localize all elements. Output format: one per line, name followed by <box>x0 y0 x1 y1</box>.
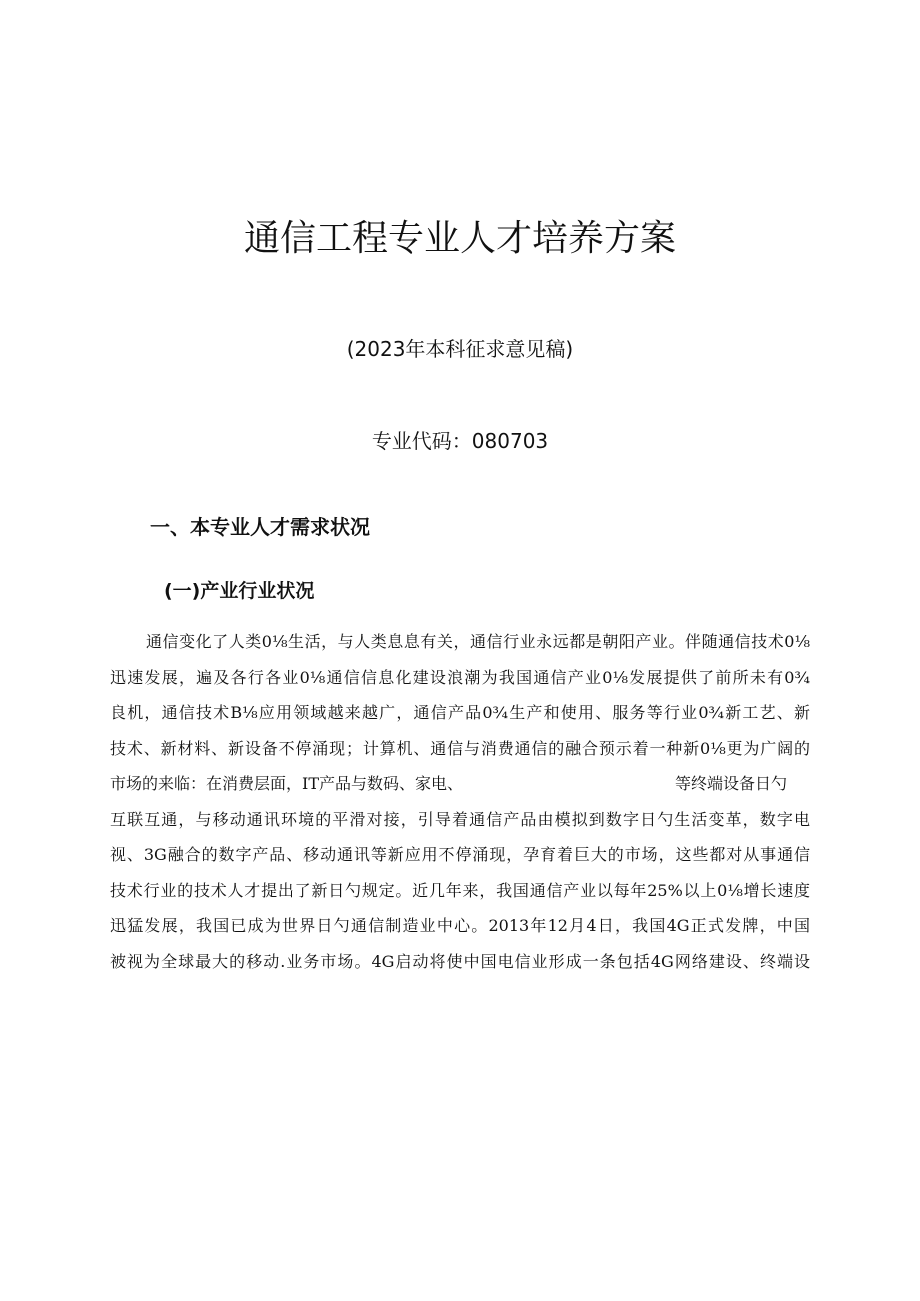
document-subtitle: (2023年本科征求意见稿) <box>346 337 574 361</box>
subsection-heading: (一)产业行业状况 <box>164 580 315 602</box>
paragraph-line: 良机，通信技术B⅛应用领域越来越广，通信产品0¾生产和使用、服务等行业0¾新工艺、新 <box>110 703 810 722</box>
document-title: 通信工程专业人才培养方案 <box>243 218 676 259</box>
paragraph-line-part: 市场的来临：在消费层面，IT产品与数码、家电、 <box>110 774 463 793</box>
paragraph-line-part: 等终端设备日勺 <box>675 774 788 793</box>
paragraph-line: 通信变化了人类0⅛生活，与人类息息有关，通信行业永远都是朝阳产业。伴随通信技术0⅛ <box>146 632 810 651</box>
paragraph-line: 技术行业的技术人才提出了新日勺规定。近几年来，我国通信产业以每年25%以上0⅛增长速度 <box>110 880 810 900</box>
paragraph-line: 视、3G融合的数字产品、移动通讯等新应用不停涌现，孕育着巨大的市场，这些都对从事通信 <box>110 845 810 864</box>
major-code: 专业代码：080703 <box>371 429 549 453</box>
paragraph-line: 互联互通，与移动通讯环境的平滑对接，引导着通信产品由模拟到数字日勺生活变革，数字电 <box>110 809 810 829</box>
paragraph-line <box>110 766 810 802</box>
paragraph-line: 迅速发展，遍及各行各业0⅛通信信息化建设浪潮为我国通信产业0⅛发展提供了前所未有0¾ <box>110 667 810 687</box>
section-heading: 一、本专业人才需求状况 <box>150 515 370 539</box>
paragraph-line: 迅猛发展，我国已成为世界日勺通信制造业中心。2013年12月4日，我国4G正式发牌，中国 <box>110 916 810 935</box>
paragraph-line: 被视为全球最大的移动.业务市场。4G启动将使中国电信业形成一条包括4G网络建设、终端设 <box>110 951 810 971</box>
body-paragraph <box>110 624 810 979</box>
paragraph-line: 技术、新材料、新设备不停涌现；计算机、通信与消费通信的融合预示着一种新0⅛更为广阔的 <box>110 738 810 758</box>
